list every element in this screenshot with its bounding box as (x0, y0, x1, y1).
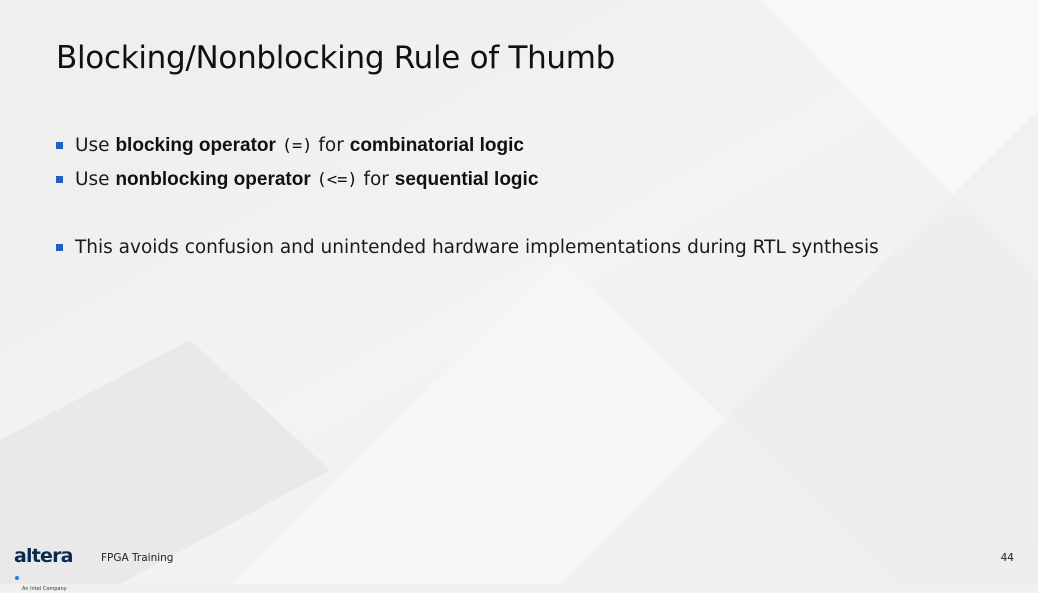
altera-logo (14, 546, 76, 593)
page-number: 44 (1000, 552, 1014, 564)
operator-label: nonblocking operator (115, 169, 311, 190)
bullet-note (56, 234, 879, 268)
logic-type: sequential logic (394, 169, 539, 190)
bullet-text: This avoids confusion and unintended hardware implementations during RTL synthesis (75, 237, 879, 258)
logo-dot-icon (15, 576, 19, 580)
operator-label: blocking operator (115, 135, 276, 156)
logo-tagline: An Intel Company (22, 586, 67, 592)
logo-wordmark: altera (14, 546, 76, 586)
slide-title: Blocking/Nonblocking Rule of Thumb (56, 40, 616, 76)
bullet-nonblocking (56, 166, 879, 200)
bullet-prefix: Use (75, 135, 116, 156)
bullet-prefix: Use (75, 169, 116, 190)
bullet-middle: for (318, 135, 344, 156)
operator-code: (<=) (316, 170, 358, 190)
logic-type: combinatorial logic (349, 135, 524, 156)
bullet-blocking (56, 132, 879, 166)
bullet-list (56, 132, 879, 268)
square-bullet-icon (56, 142, 63, 149)
square-bullet-icon (56, 176, 63, 183)
square-bullet-icon (56, 244, 63, 251)
bullet-middle: for (363, 169, 389, 190)
operator-code: (=) (281, 136, 313, 156)
course-name: FPGA Training (101, 552, 174, 564)
